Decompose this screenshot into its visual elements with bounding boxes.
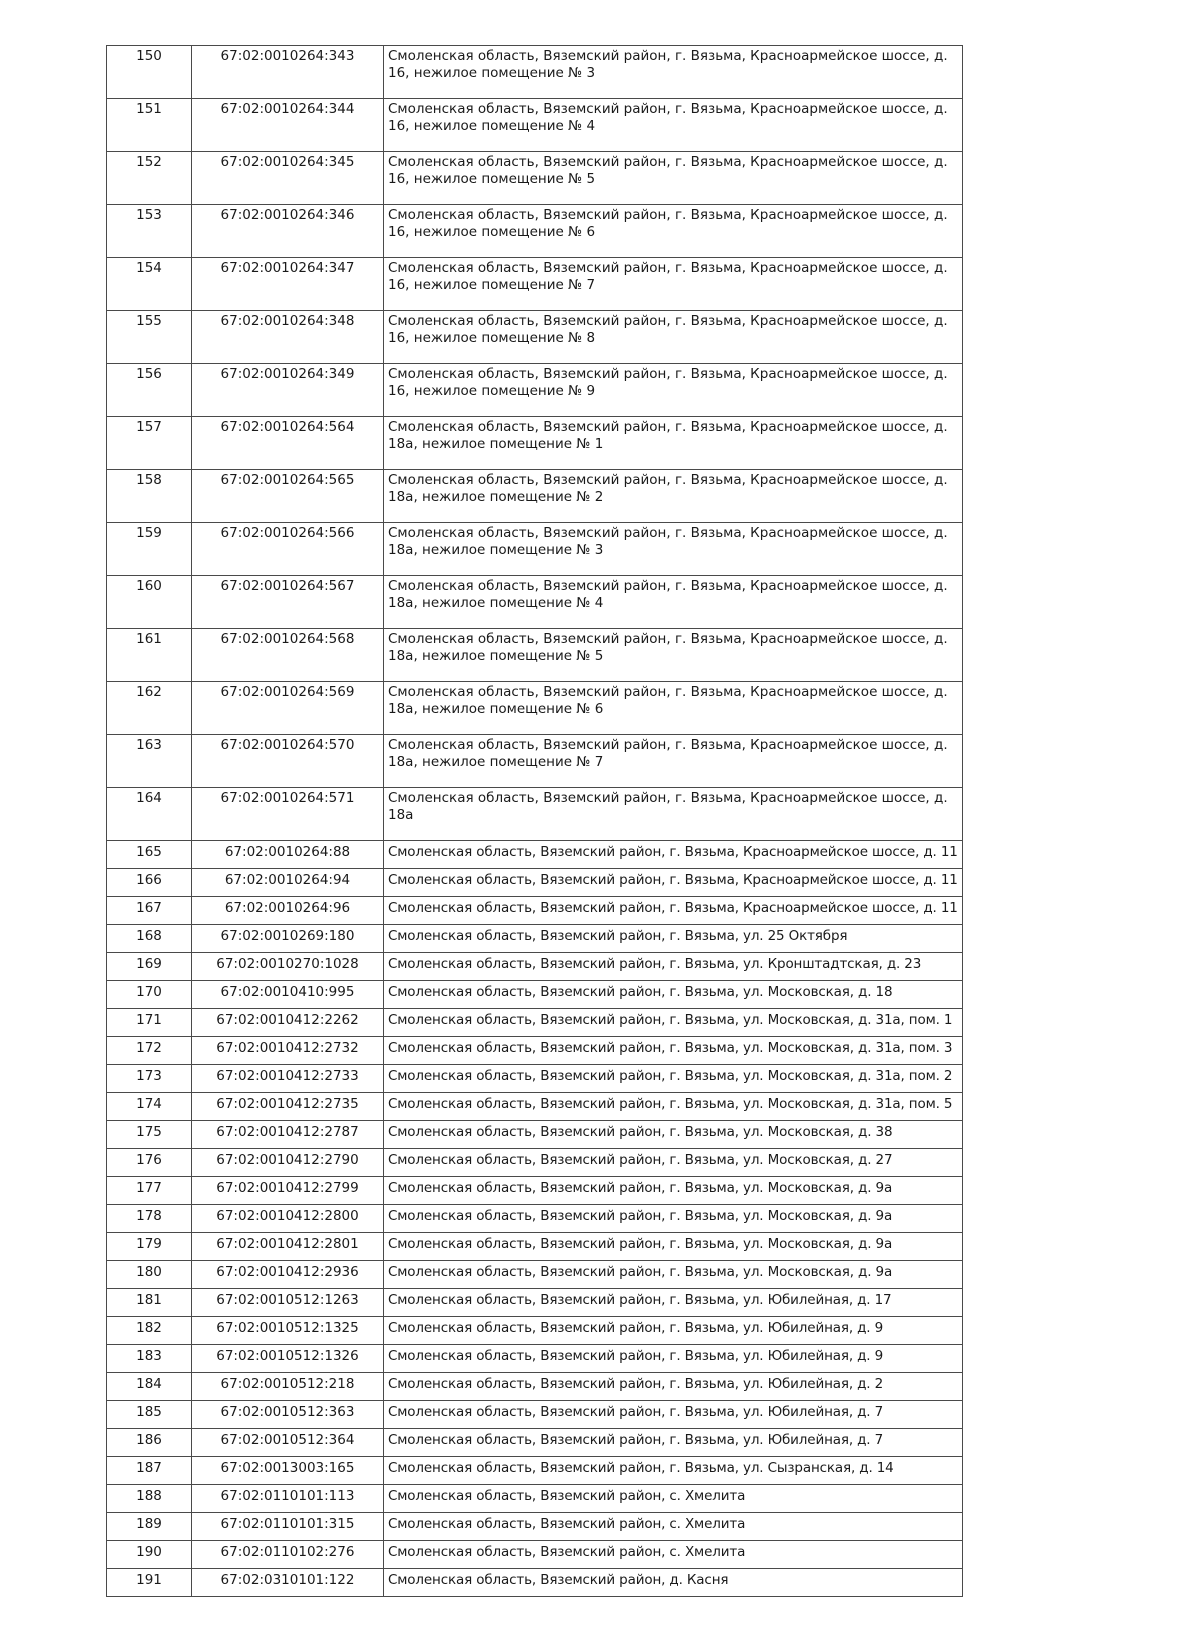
row-number-cell: 179 [107, 1233, 192, 1261]
row-number-cell: 189 [107, 1513, 192, 1541]
row-number-cell: 162 [107, 682, 192, 735]
address-cell: Смоленская область, Вяземский район, г. Вязьма, Красноармейское шоссе, д. 18а, нежилое помещение № 2 [384, 470, 963, 523]
cadastral-number-cell: 67:02:0010412:2735 [192, 1093, 384, 1121]
address-cell: Смоленская область, Вяземский район, г. Вязьма, Красноармейское шоссе, д. 18а, нежилое помещение № 5 [384, 629, 963, 682]
row-number-cell: 184 [107, 1373, 192, 1401]
table-row [107, 735, 963, 788]
row-number-cell: 177 [107, 1177, 192, 1205]
cadastral-number-cell: 67:02:0010264:565 [192, 470, 384, 523]
cadastral-number-cell: 67:02:0010412:2787 [192, 1121, 384, 1149]
row-number-cell: 181 [107, 1289, 192, 1317]
row-number-cell: 170 [107, 981, 192, 1009]
address-cell: Смоленская область, Вяземский район, г. Вязьма, Красноармейское шоссе, д. 16, нежилое помещение № 8 [384, 311, 963, 364]
address-cell: Смоленская область, Вяземский район, г. Вязьма, Красноармейское шоссе, д. 18а, нежилое помещение № 1 [384, 417, 963, 470]
property-register-page [106, 45, 962, 1597]
cadastral-number-cell: 67:02:0010264:346 [192, 205, 384, 258]
address-cell: Смоленская область, Вяземский район, г. Вязьма, Красноармейское шоссе, д. 11 [384, 897, 963, 925]
row-number-cell: 151 [107, 99, 192, 152]
row-number-cell: 157 [107, 417, 192, 470]
address-cell: Смоленская область, Вяземский район, г. Вязьма, ул. Московская, д. 9а [384, 1205, 963, 1233]
table-row [107, 99, 963, 152]
cadastral-number-cell: 67:02:0010269:180 [192, 925, 384, 953]
row-number-cell: 165 [107, 841, 192, 869]
address-cell: Смоленская область, Вяземский район, г. Вязьма, ул. Московская, д. 9а [384, 1261, 963, 1289]
table-row [107, 1121, 963, 1149]
cadastral-number-cell: 67:02:0010264:570 [192, 735, 384, 788]
cadastral-number-cell: 67:02:0010264:345 [192, 152, 384, 205]
row-number-cell: 178 [107, 1205, 192, 1233]
row-number-cell: 176 [107, 1149, 192, 1177]
address-cell: Смоленская область, Вяземский район, г. Вязьма, ул. Московская, д. 18 [384, 981, 963, 1009]
address-cell: Смоленская область, Вяземский район, г. Вязьма, Красноармейское шоссе, д. 11 [384, 869, 963, 897]
row-number-cell: 166 [107, 869, 192, 897]
table-row [107, 1513, 963, 1541]
property-table [106, 45, 963, 1597]
address-cell: Смоленская область, Вяземский район, д. Касня [384, 1569, 963, 1597]
cadastral-number-cell: 67:02:0010264:564 [192, 417, 384, 470]
address-cell: Смоленская область, Вяземский район, г. Вязьма, ул. Московская, д. 9а [384, 1233, 963, 1261]
table-row [107, 897, 963, 925]
row-number-cell: 191 [107, 1569, 192, 1597]
table-row [107, 258, 963, 311]
table-row [107, 417, 963, 470]
address-cell: Смоленская область, Вяземский район, г. Вязьма, Красноармейское шоссе, д. 16, нежилое помещение № 4 [384, 99, 963, 152]
address-cell: Смоленская область, Вяземский район, г. Вязьма, ул. Юбилейная, д. 7 [384, 1401, 963, 1429]
row-number-cell: 175 [107, 1121, 192, 1149]
address-cell: Смоленская область, Вяземский район, г. Вязьма, Красноармейское шоссе, д. 16, нежилое помещение № 5 [384, 152, 963, 205]
cadastral-number-cell: 67:02:0010270:1028 [192, 953, 384, 981]
row-number-cell: 180 [107, 1261, 192, 1289]
address-cell: Смоленская область, Вяземский район, г. Вязьма, Красноармейское шоссе, д. 16, нежилое помещение № 9 [384, 364, 963, 417]
cadastral-number-cell: 67:02:0010264:343 [192, 46, 384, 99]
cadastral-number-cell: 67:02:0010512:1326 [192, 1345, 384, 1373]
row-number-cell: 174 [107, 1093, 192, 1121]
table-row [107, 1093, 963, 1121]
row-number-cell: 153 [107, 205, 192, 258]
cadastral-number-cell: 67:02:0110101:113 [192, 1485, 384, 1513]
address-cell: Смоленская область, Вяземский район, г. Вязьма, Красноармейское шоссе, д. 16, нежилое помещение № 7 [384, 258, 963, 311]
row-number-cell: 190 [107, 1541, 192, 1569]
property-table-body [107, 46, 963, 1597]
table-row [107, 205, 963, 258]
table-row [107, 1345, 963, 1373]
cadastral-number-cell: 67:02:0013003:165 [192, 1457, 384, 1485]
row-number-cell: 169 [107, 953, 192, 981]
table-row [107, 1457, 963, 1485]
table-row [107, 1233, 963, 1261]
address-cell: Смоленская область, Вяземский район, г. Вязьма, Красноармейское шоссе, д. 16, нежилое помещение № 3 [384, 46, 963, 99]
address-cell: Смоленская область, Вяземский район, г. Вязьма, ул. Московская, д. 9а [384, 1177, 963, 1205]
table-row [107, 841, 963, 869]
table-row [107, 152, 963, 205]
table-row [107, 925, 963, 953]
address-cell: Смоленская область, Вяземский район, с. Хмелита [384, 1485, 963, 1513]
row-number-cell: 183 [107, 1345, 192, 1373]
cadastral-number-cell: 67:02:0010264:569 [192, 682, 384, 735]
address-cell: Смоленская область, Вяземский район, г. Вязьма, Красноармейское шоссе, д. 18а [384, 788, 963, 841]
row-number-cell: 163 [107, 735, 192, 788]
row-number-cell: 172 [107, 1037, 192, 1065]
address-cell: Смоленская область, Вяземский район, г. Вязьма, Красноармейское шоссе, д. 18а, нежилое помещение № 3 [384, 523, 963, 576]
address-cell: Смоленская область, Вяземский район, г. Вязьма, ул. Сызранская, д. 14 [384, 1457, 963, 1485]
cadastral-number-cell: 67:02:0010412:2790 [192, 1149, 384, 1177]
table-row [107, 682, 963, 735]
table-row [107, 629, 963, 682]
cadastral-number-cell: 67:02:0310101:122 [192, 1569, 384, 1597]
address-cell: Смоленская область, Вяземский район, г. Вязьма, Красноармейское шоссе, д. 18а, нежилое помещение № 7 [384, 735, 963, 788]
table-row [107, 1317, 963, 1345]
row-number-cell: 155 [107, 311, 192, 364]
address-cell: Смоленская область, Вяземский район, г. Вязьма, Красноармейское шоссе, д. 18а, нежилое помещение № 4 [384, 576, 963, 629]
cadastral-number-cell: 67:02:0010264:571 [192, 788, 384, 841]
address-cell: Смоленская область, Вяземский район, г. Вязьма, ул. Юбилейная, д. 2 [384, 1373, 963, 1401]
address-cell: Смоленская область, Вяземский район, г. Вязьма, ул. Юбилейная, д. 17 [384, 1289, 963, 1317]
row-number-cell: 156 [107, 364, 192, 417]
table-row [107, 1065, 963, 1093]
address-cell: Смоленская область, Вяземский район, г. Вязьма, ул. Московская, д. 38 [384, 1121, 963, 1149]
address-cell: Смоленская область, Вяземский район, г. Вязьма, Красноармейское шоссе, д. 18а, нежилое помещение № 6 [384, 682, 963, 735]
address-cell: Смоленская область, Вяземский район, г. Вязьма, ул. Московская, д. 31а, пом. 2 [384, 1065, 963, 1093]
cadastral-number-cell: 67:02:0010264:88 [192, 841, 384, 869]
cadastral-number-cell: 67:02:0010410:995 [192, 981, 384, 1009]
table-row [107, 1373, 963, 1401]
table-row [107, 1205, 963, 1233]
cadastral-number-cell: 67:02:0010264:347 [192, 258, 384, 311]
cadastral-number-cell: 67:02:0010412:2801 [192, 1233, 384, 1261]
address-cell: Смоленская область, Вяземский район, с. Хмелита [384, 1513, 963, 1541]
table-row [107, 576, 963, 629]
table-row [107, 523, 963, 576]
table-row [107, 46, 963, 99]
cadastral-number-cell: 67:02:0010264:344 [192, 99, 384, 152]
cadastral-number-cell: 67:02:0010412:2262 [192, 1009, 384, 1037]
table-row [107, 953, 963, 981]
cadastral-number-cell: 67:02:0010412:2800 [192, 1205, 384, 1233]
cadastral-number-cell: 67:02:0010512:1263 [192, 1289, 384, 1317]
address-cell: Смоленская область, Вяземский район, с. Хмелита [384, 1541, 963, 1569]
row-number-cell: 171 [107, 1009, 192, 1037]
row-number-cell: 186 [107, 1429, 192, 1457]
table-row [107, 981, 963, 1009]
table-row [107, 1009, 963, 1037]
table-row [107, 1261, 963, 1289]
table-row [107, 1177, 963, 1205]
address-cell: Смоленская область, Вяземский район, г. Вязьма, Красноармейское шоссе, д. 16, нежилое помещение № 6 [384, 205, 963, 258]
cadastral-number-cell: 67:02:0010264:568 [192, 629, 384, 682]
address-cell: Смоленская область, Вяземский район, г. Вязьма, ул. 25 Октября [384, 925, 963, 953]
table-row [107, 311, 963, 364]
address-cell: Смоленская область, Вяземский район, г. Вязьма, Красноармейское шоссе, д. 11 [384, 841, 963, 869]
table-row [107, 788, 963, 841]
row-number-cell: 164 [107, 788, 192, 841]
cadastral-number-cell: 67:02:0010412:2936 [192, 1261, 384, 1289]
row-number-cell: 182 [107, 1317, 192, 1345]
cadastral-number-cell: 67:02:0010512:364 [192, 1429, 384, 1457]
address-cell: Смоленская область, Вяземский район, г. Вязьма, ул. Юбилейная, д. 9 [384, 1317, 963, 1345]
cadastral-number-cell: 67:02:0010512:218 [192, 1373, 384, 1401]
address-cell: Смоленская область, Вяземский район, г. Вязьма, ул. Московская, д. 27 [384, 1149, 963, 1177]
table-row [107, 364, 963, 417]
row-number-cell: 158 [107, 470, 192, 523]
cadastral-number-cell: 67:02:0010412:2732 [192, 1037, 384, 1065]
cadastral-number-cell: 67:02:0010412:2733 [192, 1065, 384, 1093]
row-number-cell: 150 [107, 46, 192, 99]
table-row [107, 1037, 963, 1065]
cadastral-number-cell: 67:02:0010264:566 [192, 523, 384, 576]
row-number-cell: 187 [107, 1457, 192, 1485]
cadastral-number-cell: 67:02:0010264:348 [192, 311, 384, 364]
table-row [107, 1401, 963, 1429]
row-number-cell: 161 [107, 629, 192, 682]
row-number-cell: 168 [107, 925, 192, 953]
row-number-cell: 152 [107, 152, 192, 205]
table-row [107, 1569, 963, 1597]
address-cell: Смоленская область, Вяземский район, г. Вязьма, ул. Московская, д. 31а, пом. 1 [384, 1009, 963, 1037]
address-cell: Смоленская область, Вяземский район, г. Вязьма, ул. Кронштадтская, д. 23 [384, 953, 963, 981]
address-cell: Смоленская область, Вяземский район, г. Вязьма, ул. Юбилейная, д. 7 [384, 1429, 963, 1457]
table-row [107, 470, 963, 523]
cadastral-number-cell: 67:02:0010512:363 [192, 1401, 384, 1429]
row-number-cell: 154 [107, 258, 192, 311]
row-number-cell: 167 [107, 897, 192, 925]
cadastral-number-cell: 67:02:0010264:567 [192, 576, 384, 629]
cadastral-number-cell: 67:02:0010512:1325 [192, 1317, 384, 1345]
table-row [107, 1541, 963, 1569]
table-row [107, 1429, 963, 1457]
row-number-cell: 188 [107, 1485, 192, 1513]
cadastral-number-cell: 67:02:0010264:94 [192, 869, 384, 897]
cadastral-number-cell: 67:02:0010412:2799 [192, 1177, 384, 1205]
cadastral-number-cell: 67:02:0110102:276 [192, 1541, 384, 1569]
table-row [107, 1485, 963, 1513]
row-number-cell: 160 [107, 576, 192, 629]
row-number-cell: 185 [107, 1401, 192, 1429]
table-row [107, 869, 963, 897]
cadastral-number-cell: 67:02:0110101:315 [192, 1513, 384, 1541]
table-row [107, 1289, 963, 1317]
address-cell: Смоленская область, Вяземский район, г. Вязьма, ул. Московская, д. 31а, пом. 5 [384, 1093, 963, 1121]
address-cell: Смоленская область, Вяземский район, г. Вязьма, ул. Юбилейная, д. 9 [384, 1345, 963, 1373]
row-number-cell: 173 [107, 1065, 192, 1093]
table-row [107, 1149, 963, 1177]
row-number-cell: 159 [107, 523, 192, 576]
cadastral-number-cell: 67:02:0010264:349 [192, 364, 384, 417]
address-cell: Смоленская область, Вяземский район, г. Вязьма, ул. Московская, д. 31а, пом. 3 [384, 1037, 963, 1065]
cadastral-number-cell: 67:02:0010264:96 [192, 897, 384, 925]
